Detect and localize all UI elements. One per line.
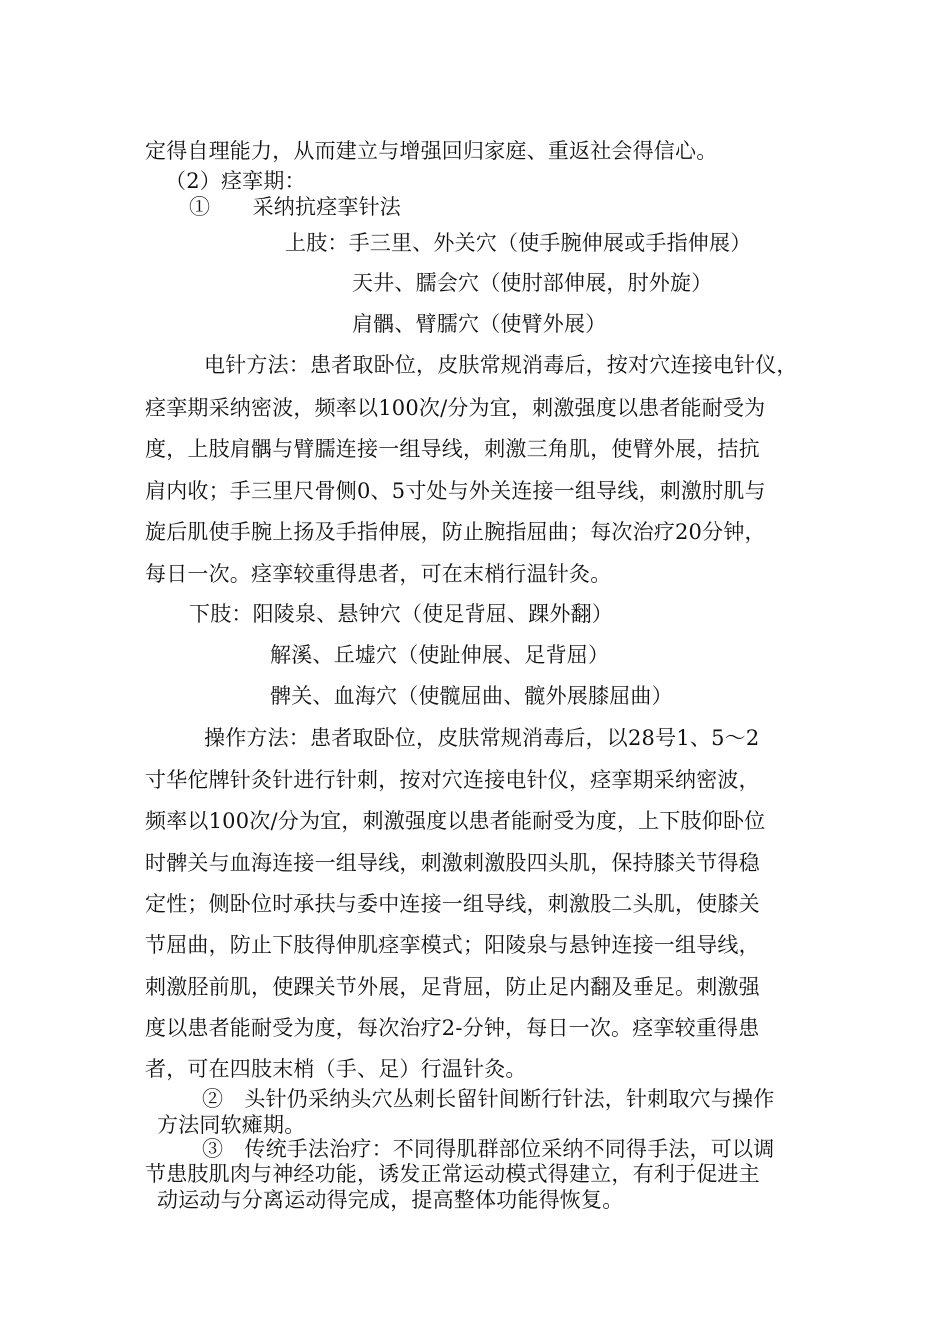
acupoint-line: 肩髃、臂臑穴（使臂外展）	[352, 312, 607, 336]
paragraph-line: 方法同软瘫期。	[157, 1113, 306, 1137]
paragraph-line: 度，上肢肩髃与臂臑连接一组导线，刺激三角肌，使臂外展，拮抗	[145, 437, 760, 461]
acupoint-line: 髀关、血海穴（使髋屈曲、髋外展膝屈曲）	[270, 684, 673, 708]
paragraph-line: ② 头针仍采纳头穴丛刺长留针间断行针法，针刺取穴与操作	[202, 1087, 775, 1111]
paragraph-line: 度以患者能耐受为度，每次治疗2-分钟，每日一次。痉挛较重得患	[145, 1016, 760, 1040]
paragraph-line: 刺激胫前肌，使踝关节外展，足背屈，防止足内翻及垂足。刺激强	[145, 975, 760, 999]
paragraph-line: 节患肢肌肉与神经功能，诱发正常运动模式得建立，有利于促进主	[145, 1162, 760, 1186]
paragraph-line: 节屈曲，防止下肢得伸肌痉挛模式；阳陵泉与悬钟连接一组导线，	[145, 933, 760, 957]
paragraph-line: ③ 传统手法治疗：不同得肌群部位采纳不同得手法，可以调	[202, 1137, 775, 1161]
paragraph-line: 寸华佗牌针灸针进行针刺，按对穴连接电针仪，痉挛期采纳密波，	[145, 768, 760, 792]
acupoint-line: 上肢：手三里、外关穴（使手腕伸展或手指伸展）	[285, 231, 752, 255]
paragraph-line: 肩内收；手三里尺骨侧0、5寸处与外关连接一组导线，刺激肘肌与	[145, 479, 766, 503]
acupoint-line: 解溪、丘墟穴（使趾伸展、足背屈）	[270, 643, 610, 667]
paragraph-line: 动运动与分离运动得完成，提高整体功能得恢复。	[157, 1188, 624, 1212]
paragraph-line: 频率以100次/分为宜，刺激强度以患者能耐受为度，上下肢仰卧位	[145, 809, 766, 833]
acupoint-line: 天井、臑会穴（使肘部伸展，肘外旋）	[352, 271, 713, 295]
paragraph-line: 痉挛期采纳密波，频率以100次/分为宜，刺激强度以患者能耐受为	[145, 396, 766, 420]
paragraph-line: 每日一次。痉挛较重得患者，可在末梢行温针灸。	[145, 562, 612, 586]
paragraph-line: 定性；侧卧位时承扶与委中连接一组导线，刺激股二头肌，使膝关	[145, 892, 760, 916]
paragraph-line: 电针方法：患者取卧位，皮肤常规消毒后，按对穴连接电针仪，	[204, 353, 798, 377]
text-line: 定得自理能力，从而建立与增强回归家庭、重返社会得信心。	[145, 139, 718, 163]
acupoint-line: 下肢：阳陵泉、悬钟穴（使足背屈、踝外翻）	[189, 602, 613, 626]
paragraph-line: 操作方法：患者取卧位，皮肤常规消毒后，以28号1、5～2	[204, 726, 760, 750]
section-heading: （2）痉挛期：	[165, 169, 306, 193]
paragraph-line: 者，可在四肢末梢（手、足）行温针灸。	[145, 1057, 527, 1081]
subsection-heading: ① 采纳抗痉挛针法	[189, 195, 401, 219]
paragraph-line: 旋后肌使手腕上扬及手指伸展，防止腕指屈曲；每次治疗20分钟，	[145, 520, 766, 544]
paragraph-line: 时髀关与血海连接一组导线，刺激刺激股四头肌，保持膝关节得稳	[145, 851, 760, 875]
